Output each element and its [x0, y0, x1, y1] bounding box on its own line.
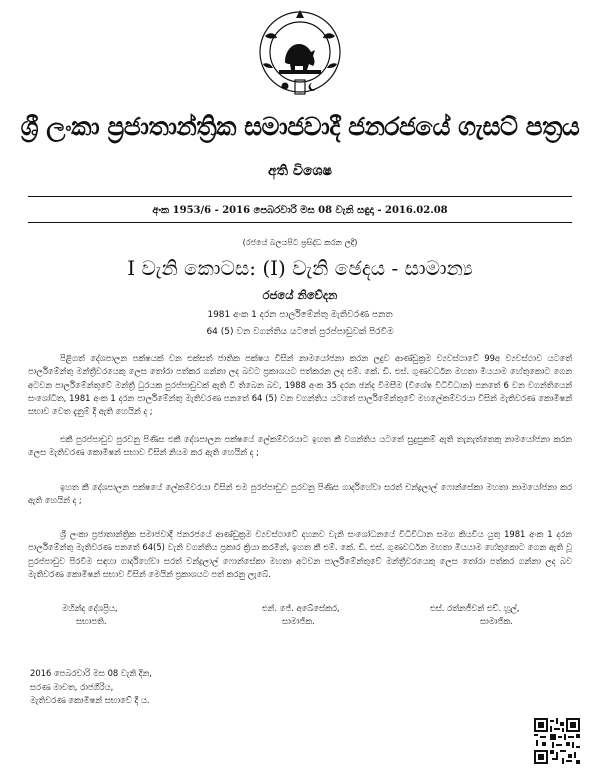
signatory-title: සාමාජික.	[480, 616, 513, 626]
act-line-2: 64 (5) වන වගන්තිය යටතේ පුරප්පාඩුවක් පිරවීම	[206, 327, 394, 337]
signatory-member-1	[262, 602, 340, 628]
signatory-chairman	[62, 602, 118, 628]
national-emblem-icon	[255, 6, 345, 98]
signatory-name: මහින්ද දේශප්‍රිය,	[62, 603, 118, 613]
body-paragraph-4: ශ්‍රී ලංකා ප්‍රජාතාන්ත්‍රික සමාජවාදී ජනරජයේ ආණ්ඩුක්‍රම ව්‍යවස්ථාවේ දහනව වැනි සංශෝධනයේ විධිවිධාන සමග කියවිය යුතු 1981 අංක 1 දරන පාර්ලිමේන්තු මැතිවරණ පනතේ 64(5) වැනි වගන්තිය ප්‍රකාර ක්‍රියා කරමින්, ඉහත කී එම්. කේ. ඩී. එස්. ගුණවර්ධන මහතා මියයාම හේතුකොට ගෙන ඇති වූ පුරප්පාඩුව පිරවීම සඳහා ගාර්දිහේවා සරත් චන්ද්‍රලාල් ෆොන්සේකා මහතා අටවන පාර්ලිමේන්තුවේ මන්ත්‍රීවරයෙකු ලෙස තෝරා පත්කර ගන්නා ලද බව මැතිවරණ කොමිෂන් සභාව විසින් මෙයින් ප්‍රකාශයට පත් කරනු ලැබේ.	[28, 529, 572, 579]
footer-place-date	[30, 667, 152, 708]
footer-address-2: මැතිවරණ කොමිෂන් සභාවේ දී ය.	[30, 695, 150, 705]
signatory-name: එන්. ජේ. අබේසේකර,	[262, 603, 340, 613]
qr-code-icon	[534, 718, 580, 764]
issue-line: අංක 1953/6 - 2016 පෙබරවාරි මස 08 වැනි සඳුදා - 2016.02.08	[152, 205, 448, 216]
footer-date: 2016 පෙබරවාරි මස 08 වැනි දින,	[30, 668, 152, 678]
notice-heading: රජයේ නිවේදන	[262, 288, 338, 302]
act-line-1: 1981 අංක 1 දරන පාර්ලිමේන්තු මැතිවරණ පනත	[207, 310, 393, 320]
footer-address-1: සරණ මාවත, රාජගිරිය,	[30, 681, 114, 692]
extraordinary-label: අති විශෙෂ	[268, 163, 332, 179]
gazette-title: ශ්‍රී ලංකා ප්‍රජාතාන්ත්‍රික සමාජවාදී ජනරජයේ ගැසට් පත්‍රය	[20, 112, 580, 141]
top-divider	[28, 196, 572, 197]
signatory-title: සාමාජික.	[282, 616, 315, 626]
bottom-divider	[28, 222, 572, 223]
part-heading: I වැනි කොටස: (I) වැනි ඡෙදය - සාමාන්‍ය	[127, 256, 473, 280]
body-paragraph-3: ඉහත කී දේශපාලන පක්ෂයේ ලේකම්වරයා විසින් එම පුරප්පාඩුව පුරවනු පිණිස ගාර්දිහේවා සරත් චන්ද්‍රලාල් ෆොන්සේකා මහතා නාමයෝජනා කර ඇති හෙයින් ද ;	[28, 482, 572, 506]
authority-line: (රජයේ බලයපිට ප්‍රසිද්ධ කරන ලදී)	[242, 238, 358, 247]
signatory-title: සභාපති.	[76, 616, 107, 626]
signatory-name: එස්. රත්නජීවන් එච්. හූල්,	[430, 603, 520, 613]
body-paragraph-2: එකී පුරප්පාඩුව පුරවනු පිණිස එකී දේශපාලන පක්ෂයේ ලේකම්වරයාට ඉහත කී වගන්තිය යටතේ සුදුසුකම් ඇති තැනැත්තෙකු නාමයෝජනා කරන ලෙස මැතිවරණ කොමිෂන් සභාව විසින් නියම කර ඇති හෙයින් ද ;	[28, 434, 572, 458]
body-paragraph-1: පිළිගත් දේශපාලන පක්ෂයක් වන එක්සත් ජාතික පක්ෂය විසින් නාමයෝජනා කරන ලදුව ආණ්ඩුක්‍රම ව්‍යවස්ථාවේ 99අ ව්‍යවස්ථාව යටතේ පාර්ලිමේන්තු මන්ත්‍රීවරයෙකු ලෙස තෝරා පත්කර ගන්නා ලද බවට ප්‍රකාශයට පත්කරන ලද එම්. කේ. ඩී. එස්. ගුණවර්ධන මහතා මියයාම හේතුකොට ගෙන අටවන පාර්ලිමේන්තුවේ මන්ත්‍රී ධුරයක පුරප්පාඩුවක් ඇති වී තිබෙන බව, 1988 අංක 35 දරන ඡන්ද විමසීම (විශේෂ විධිවිධාන) පනතේ 6 වන වගන්තියෙන් සංශෝධිත, 1981 අංක 1 දරන පාර්ලිමේන්තු මැතිවරණ පනතේ 64 (5) වන වගන්තිය යටතේ පාර්ලිමේන්තුවේ මහලේකම්වරයා විසින් මැතිවරණ කොමිෂන් සභාව වෙත දැනුම් දී ඇති හෙයින් ද ;	[28, 353, 572, 417]
signatory-member-2	[430, 602, 520, 628]
